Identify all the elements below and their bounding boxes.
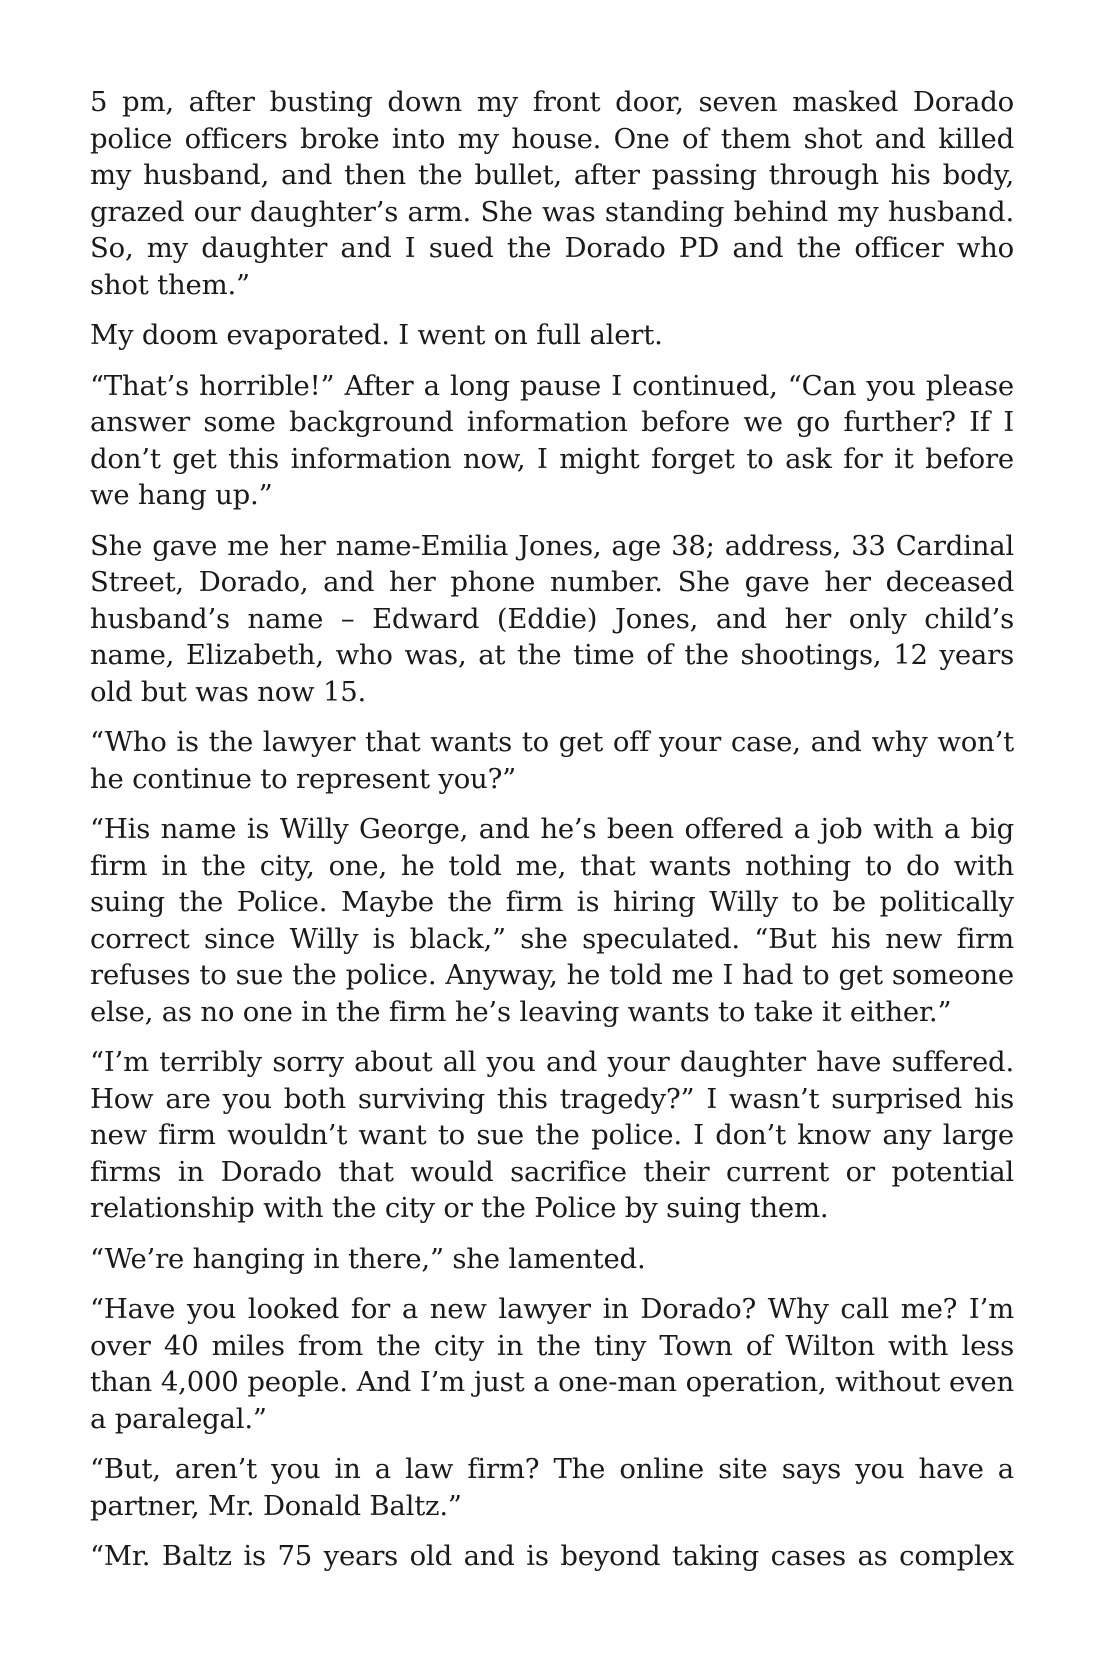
paragraph: “Have you looked for a new lawyer in Dorado? Why call me? I’m over 40 miles from the city in the tiny Town of Wilton with less than 4,000 people. And I’m just a one-man operation, without even a paralegal.” <box>90 1293 1014 1435</box>
paragraph: “Who is the lawyer that wants to get off your case, and why won’t he continue to represent you?” <box>90 726 1014 795</box>
paragraph: My doom evaporated. I went on full alert. <box>90 319 663 351</box>
paragraph: “We’re hanging in there,” she lamented. <box>90 1242 646 1275</box>
paragraph-continued: “Mr. Baltz is 75 years old and is beyond taking cases as complex <box>90 1540 1014 1572</box>
page-body <box>90 84 1014 1589</box>
paragraph: “His name is Willy George, and he’s been offered a job with a big firm in the city, one, he told me, that wants nothing to do with suing the Police. Maybe the firm is hiring Willy to be politically correct since Willy is black,” she speculated. “But his new firm refuses to sue the police. Anyway, he told me I had to get someone else, as no one in the firm he’s leaving wants to take it either.” <box>90 813 1014 1028</box>
paragraph: “I’m terribly sorry about all you and your daughter have suffered. How are you both surviving this tragedy?” I wasn’t surprised his new firm wouldn’t want to sue the police. I don’t know any large firms in Dorado that would sacrifice their current or potential relationship with the city or the Police by suing them. <box>90 1046 1014 1224</box>
paragraph: 5 pm, after busting down my front door, seven masked Dorado police officers broke into my house. One of them shot and killed my husband, and then the bullet, after passing through his body, grazed our daughter’s arm. She was standing behind my husband. So, my daughter and I sued the Dorado PD and the officer who shot them.” <box>90 86 1014 301</box>
paragraph: “But, aren’t you in a law firm? The online site says you have a partner, Mr. Donald Baltz.” <box>90 1453 1014 1522</box>
paragraph: “That’s horrible!” After a long pause I continued, “Can you please answer some background information before we go further? If I don’t get this information now, I might forget to ask for it before we hang up.” <box>90 369 1014 511</box>
paragraph: She gave me her name-Emilia Jones, age 38; address, 33 Cardinal Street, Dorado, and her phone number. She gave her deceased husband’s name – Edward (Eddie) Jones, and her only child’s name, Elizabeth, who was, at the time of the shootings, 12 years old but was now 15. <box>90 529 1014 708</box>
